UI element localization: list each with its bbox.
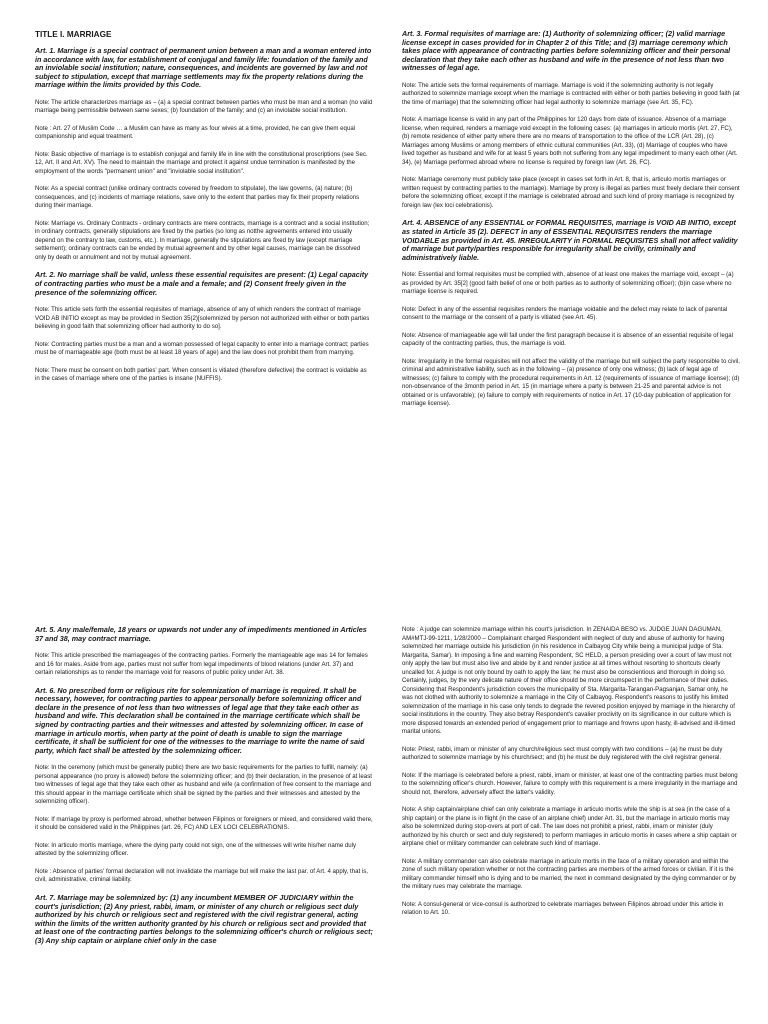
note-paragraph: Note: Irregularity in the formal requisites will not affect the validity of the marriage but will subject the party responsible to civil, criminal and administrative liability, such as in the following – (a) presence of only one witness; (b) lack of legal age of witnesses; (c) failure to comply with the procedural requirements in Art. 12 (requirements of issuance of marriage license); (d) non-observance of the 3month period in Art. 15 (in marriage where a party is between 21-25 and parental advice is not obtained or is unfavorable); (e) failure to comply with requirements of notice in Art. 17 (10-day publication of application for marriage license).: [402, 357, 740, 408]
article-paragraph: Art. 5. Any male/female, 18 years or upwards not under any of impediments mentioned in Articles 37 and 38, may contract marriage.: [35, 625, 367, 643]
article-paragraph: Art. 3. Formal requisites of marriage are: (1) Authority of solemnizing officer; (2) valid marriage license except in cases provided for in Chapter 2 of this Title; and (3) marriage ceremony which takes place with appearance of contracting parties before solemnizing officer and their personal declaration that they take each other as husband and wife in the presence of not less than two witnesses of legal age.: [402, 29, 731, 73]
note-paragraph: Note: Essential and formal requisites must be complied with, absence of at least one makes the marriage void, except – (a) as provided by Art. 35[2] (good faith belief of one or both parties as to authority of solemnizing officer); (b)in case where no marriage license is required.: [402, 271, 734, 296]
note-paragraph: Note: Priest, rabbi, imam or minister of any church/religious sect must comply with two conditions – (a) he must be duly authorized to solemnize marriage by his church/sect; and (b) he must be duly registered with the civil registrar general.: [402, 745, 723, 761]
note-paragraph: Note : Absence of parties' formal declaration will not invalidate the marriage but will make the last par. of Art. 4 apply, that is, civil, administrative, criminal liability.: [35, 867, 368, 884]
note-paragraph: Note: The article characterizes marriage as – (a) a special contract between parties who must be man and a woman (no valid marriage being permissible between same sexes; (b) foundation of the family; and (c) an inviolable social institution.: [35, 98, 373, 115]
note-paragraph: Note : A judge can solemnize marriage within his court's jurisdiction. In ZENAIDA BESO vs. JUDGE JUAN DAGUMAN, AM#MTJ-99-1211, 1/28/2000 – Complainant charged Respondent with neglect of duty and abuse of authority for having solemnized her marriage outside his jurisdiction (in his residence in Calbayog City while being a municipal judge of Sta. Margarita, Samar). In imposing a fine and warning Respondent, SC HELD, a person presiding over a court of law must not only apply the law but must also live and abide by it and render justice at all times without resorting to shortcuts clearly uncalled for. A judge is not only bound by oath to apply the law; he must also be conscientious and thorough in doing so. Certainly, judges, by the very delicate nature of their office should be more circumspect in the performance of their duties. Considering that Respondent's jurisdiction covers the municipality of Sta. Margarita-Tarangan-Pagsanjan, Samar only, he was not clothed with authority to solemnize a marriage in the City of Calbayog. Respondent's reasons to justify his limited solemnization of the marriage in his case only tends to degrade the revered position enjoyed by marriage in the hierarchy of social institutions in the country. They also betray Respondent's cavalier proclivity on its significance in our culture which is more disposed towards an extended period of engagement prior to marriage and frowns upon hasty, ill-advised and ill-timed marital unions.: [402, 626, 736, 735]
column-right-bottom: [402, 626, 740, 927]
note-paragraph: Note: A consul-general or vice-consul is authorized to celebrate marriages between Filipinos abroad under this article in relation to Art. 10.: [402, 900, 724, 916]
column-right-top: [402, 30, 740, 418]
column-left-top: [35, 30, 373, 393]
note-paragraph: Note: A military commander can also celebrate marriage in articulo mortis in the face of a military operation and within the zone of such military operation whether or not the contracting parties are members of the armed forces or civilian. If it is the military commander himself who is dying and to be married, the next in command designated by the dying commander or by the military rues may celebrate the marriage.: [402, 857, 736, 890]
note-paragraph: Note: This article sets forth the essential requisites of marriage, absence of any of which renders the contract of marriage VOID AB INITIO except as may be provided in Section 35(2)[solemnized by person not authorized with either or both parties believing in good faith that solemnizing officer had authority to do so].: [35, 306, 370, 331]
note-paragraph: Note: A ship captain/airplane chief can only celebrate a marriage in articulo mortis while the ship is at sea (in the case of a ship captain) or the plane is in flight (in the case of an airplane chief) under Art. 31, but the marriage in articulo mortis may also be solemnized during stop-overs at port of call. The law does not prohibit a priest, rabbi, imam or minister (duly authorized by his church or sect and duly registered) to perform marriages in articulo mortis in cases where a ship captain or airplane chief or military commander can celebrate such kind of marriage.: [402, 806, 737, 847]
note-paragraph: Note: A marriage license is valid in any part of the Philippines for 120 days from date of issuance. Absence of a marriage license, when required, renders a marriage void except in the following cases: (a) marriages in articulo mortis (Art. 27, FC), (b) remote residence of either party where there are no means of transportation to the office of the LCR (Art. 28), (c) Marriages among Muslims or among members of ethnic cultural communities (Art. 33), (d) Marriage of couples who have lived together as husband and wife for at least 5 years both not suffering from any legal impediment to marry each other (Art. 34), (e) Marriage performed abroad where no license is required by foreign law (Art. 26, FC).: [402, 116, 738, 166]
note-paragraph: Note: Marriage vs. Ordinary Contracts - ordinary contracts are mere contracts, marriage is a contract and a social institution; in ordinary contracts, generally stipulations are fixed by the parties (so long as notthe agreements entered into usually depend on the contrary to law, customs, etc.). In marriage, generally the stipulations are fixed by law (except marriage settlement); ordinary contracts can be ended by mutual agreement and by other legal causes, marriage can be dissolved only by death or annulment and not by mutual agreement.: [35, 219, 370, 261]
note-paragraph: Note: If marriage by proxy is performed abroad, whether between Filipinos or foreigners or mixed, and considered valid there, it should be considered valid in the Philippines (art. 26, FC) AND LEX LOCI CELEBRATIONIS.: [35, 815, 373, 832]
note-paragraph: Note: Basic objective of marriage is to establish conjugal and family life in line with the constitutional proscriptions (see Sec. 12, Art. II and Art. XV). The need to maintain the marriage and protect it against undue termination is manifested by the employment of the words "permanent union" and "inviolable social institution".: [35, 150, 368, 175]
note-paragraph: Note: Defect in any of the essential requisites renders the marriage voidable and the defect may relate to lack of parental consent to the marriage or the consent of a party is vitiated (see Art. 45).: [402, 305, 728, 322]
note-paragraph: Note: This article prescribed the marriageages of the contracting parties. Formerly the marriageable age was 14 for females and 16 for males. Aside from age, parties must not suffer from legal impediments of blood relations (under Art. 37) and certain relationships as to render the marriage void for reasons of public policy under Art. 38.: [35, 652, 368, 677]
article-paragraph: Art. 6. No prescribed form or religious rite for solemnization of marriage is required. It shall be necessary, however, for contracting parties to appear personally before solemnizing officer and declare in the presence of not less than two witnesses of legal age that they take each other as husband and wife. This declaration shall be contained in the marriage certificate which shall be signed by contracting parties and their witnesses and attested by solemnizing officer. In case of marriage in articulo mortis, when party at the point of death is unable to sign the marriage certificate, it shall be sufficient for one of the witnesses to the marriage to write the name of said party, which fact shall be attested by the solemnizing officer.: [35, 685, 365, 755]
note-paragraph: Note: There must be consent on both parties' part. When consent is vitiated (therefore defective) the contract is voidable as in the cases of marriage where one of the parties is insane (NUFFIS).: [35, 366, 367, 383]
document-title: TITLE I. MARRIAGE: [35, 30, 112, 39]
article-paragraph: Art. 1. Marriage is a special contract of permanent union between a man and a woman entered into in accordance with law, for establishment of conjugal and family life: foundation of the family and an inviolable social institution; nature, consequences, and incidents are governed by law and not subject to stipulation, except that marriage settlements may fix the property relations during the marriage within the limits provided by this Code.: [35, 46, 372, 90]
article-paragraph: Art. 2. No marriage shall be valid, unless these essential requisites are present: (1) Legal capacity of contracting parties who must be a male and a female; and (2) Consent freely given in the presence of the solemnizing officer.: [35, 270, 369, 297]
note-paragraph: Note: In the ceremony (which must be generally public) there are two basic requirements for the parties to fulfill, namely: (a) personal appearance (no proxy is allowed) before the solemnizing officer; and (b) their declaration, in the presence of at least two witnesses of legal age that they take each other as husband and wife (a confirmation of free consent to the marriage and this should appear in the marriage certificate which shall be signed by the parties and their witnesses and attested by the solemnizing officer).: [35, 764, 372, 806]
note-paragraph: Note: If the marriage is celebrated before a priest, rabbi, imam or minister, at least one of the contracting parties must belong to the solemnizing officer's church. However, failure to comply with this requirement is a mere irregularity in the marriage and should not, therefore, adversely affect the latter's validity.: [402, 771, 738, 796]
note-paragraph: Note: Absence of marriageable age will fall under the first paragraph because it is absence of an essential requisite of legal capacity of the contracting parties, thus, the marriage is void.: [402, 331, 733, 348]
note-paragraph: Note: In articulo mortis marriage, where the dying party could not sign, one of the witnesses will write his/her name duly attested by the solemnizing officer.: [35, 841, 357, 858]
note-paragraph: Note: Marriage ceremony must publicly take place (except in cases set forth in Art. 8, that is, articulo mortis marriages or written request by contracting parties to the marriage). Marriage by proxy is illegal as parties must freely declare their consent before the solemnizing officer, except if the marriage is celebrated abroad and such kind of proxy marriage is recognized by foreign law (lex loci celebrationis).: [402, 176, 740, 209]
article-paragraph: Art. 7. Marriage may be solemnized by: (1) any incumbent MEMBER OF JUDICIARY within the court's jurisdiction; (2) Any priest, rabbi, imam, or minister of any church or religious sect duly authorized by his church or religious sect and registered with the civil registrar general, acting within the limits of the written authority granted by his church or religious sect and provided that at least one of the contracting parties belongs to the solemnizing officer's church or religious sect; (3) Any ship captain or airplane chief only in the case: [35, 892, 373, 945]
note-paragraph: Note: Contracting parties must be a man and a woman possessed of legal capacity to enter into a marriage contract; parties must be of marriageable age (both must be at least 18 years of age) and the law does not prohibit them from marrying.: [35, 340, 369, 357]
note-paragraph: Note : Art. 27 of Muslim Code … a Muslim can have as many as four wives at a time, provided, he can give them equal companionship and equal treatment.: [35, 124, 356, 141]
note-paragraph: Note: As a special contract (unlike ordinary contracts covered by freedom to stipulate), the law governs, (a) nature; (b) consequences, and (c) incidents of marriage relations, save only to the extent that parties may fix their property relations during their marriage.: [35, 185, 360, 210]
note-paragraph: Note: The article sets the formal requirements of marriage. Marriage is void if the solemnizing authority is not legally authorized to solemnize marriage except when the marriage is contracted with either or both parties believing in good faith (at the time of marriage) that the solemnizing officer had legal authority to solemnize marriage (see Art. 35, FC).: [402, 81, 740, 106]
column-left-bottom: [35, 626, 373, 955]
article-paragraph: Art. 4. ABSENCE of any ESSENTIAL or FORMAL REQUISITES, marriage is VOID AB INITIO, except as stated in Article 35 (2). DEFECT in any of ESSENTIAL REQUISITES renders the marriage VOIDABLE as provided in Art. 45. IRREGULARITY in FORMAL REQUISITES shall not affect validity of marriage but party/parties responsible for irregularity shall be civilly, criminally and administratively liable.: [402, 218, 738, 262]
